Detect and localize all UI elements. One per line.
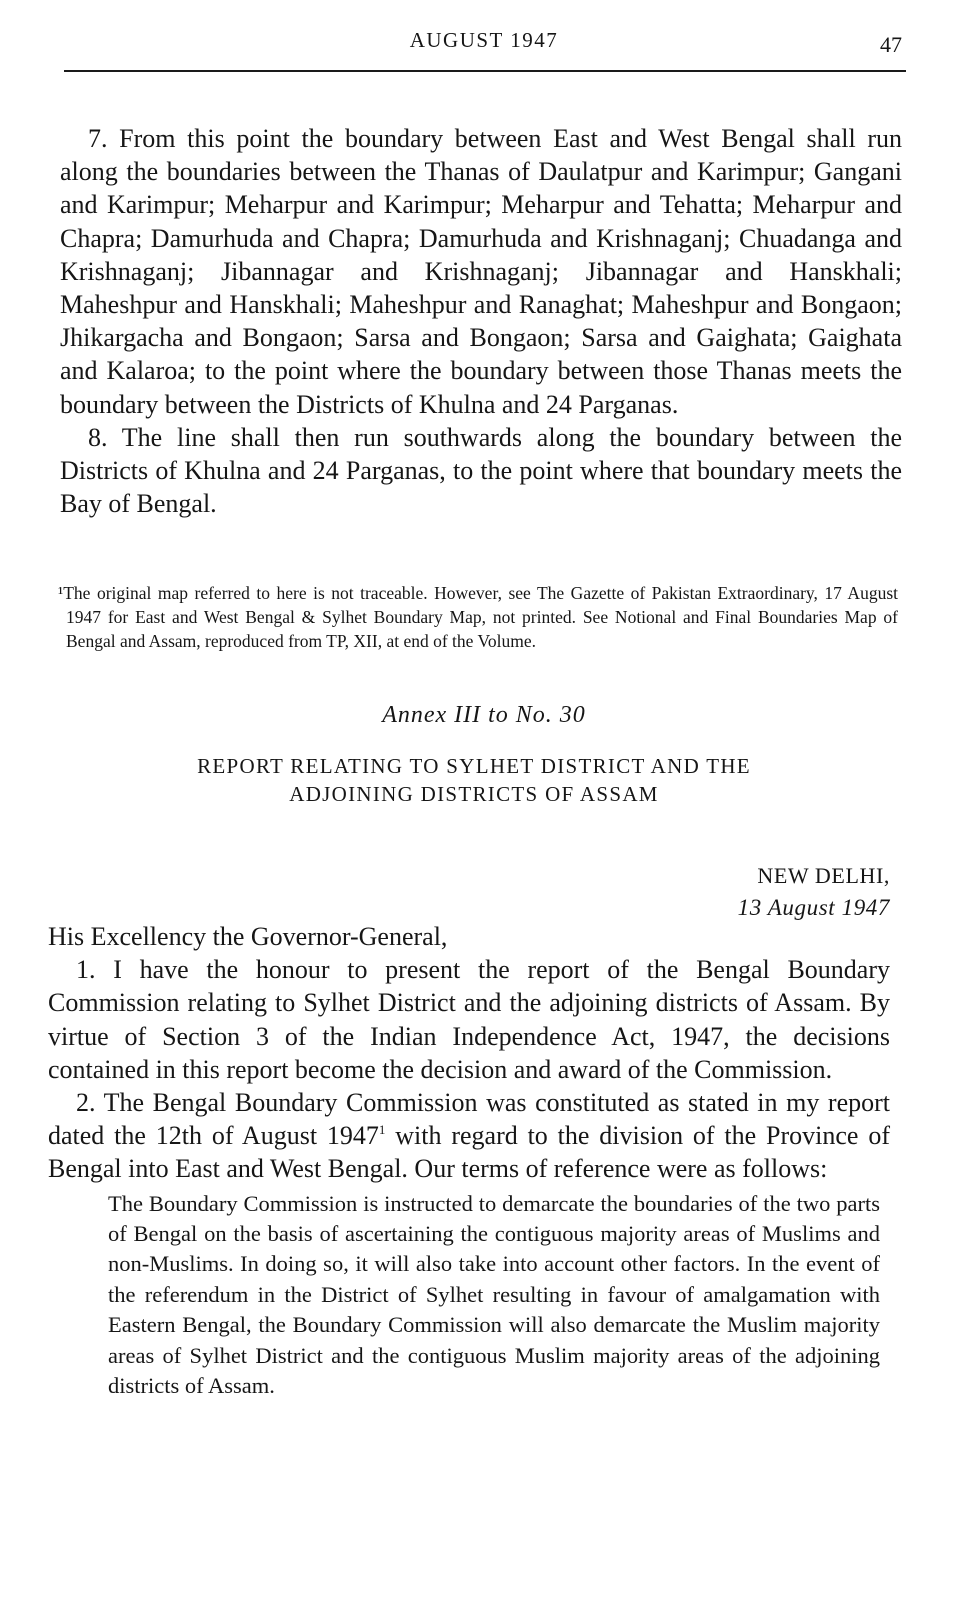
footnote-reference: 1 (378, 1122, 386, 1138)
annex-title: Annex III to No. 30 (382, 702, 586, 728)
running-head: AUGUST 1947 (409, 28, 559, 52)
terms-of-reference-quote: The Boundary Commission is instructed to demarcate the boundaries of the two parts of Bengal on the basis of ascertaining the contiguous majority areas of Muslims and non-Muslims. In doing so, it will also take into account other factors. In the event of the referendum in the District of Sylhet resulting in favour of amalgamation with Eastern Bengal, the Boundary Commission will also demarcate the Muslim majority areas of Sylhet District and the contiguous Muslim majority areas of the adjoining districts of Assam. (108, 1190, 880, 1399)
report-title (0, 752, 948, 808)
paragraph-2-text-end: with regard to the division of the Province of Bengal into East and West Bengal. Our terms of reference were as follows: (48, 1121, 890, 1184)
letter-body (48, 920, 890, 1401)
dateline (738, 860, 890, 924)
footnote (58, 582, 898, 653)
footnote-text: ¹The original map referred to here is not traceable. However, see The Gazette of Pakistan Extraordinary, 17 August 1947 for East and West Bengal & Sylhet Boundary Map, not printed. See Notional and Final Boundaries Map of Bengal and Assam, reproduced from TP, XII, at end of the Volume. (58, 583, 898, 651)
salutation: His Excellency the Governor-General, (48, 922, 448, 951)
paragraph-7: 7. From this point the boundary between East and West Bengal shall run along the boundaries between the Thanas of Daulatpur and Karimpur; Gangani and Karimpur; Meharpur and Karimpur; Meharpur and Tehatta; Meharpur and Chapra; Damurhuda and Chapra; Damurhuda and Krishnaganj; Chuadanga and Krishnaganj; Jibannagar and Krishnaganj; Jibannagar and Hanskhali; Maheshpur and Hanskhali; Maheshpur and Ranaghat; Maheshpur and Bongaon; Jhikargacha and Bongaon; Sarsa and Bongaon; Sarsa and Gaighata; Gaighata and Kalaroa; to the point where the boundary between those Thanas meets the boundary between the Districts of Khulna and 24 Parganas. (60, 124, 902, 419)
report-title-line-1: REPORT RELATING TO SYLHET DISTRICT AND THE (197, 754, 751, 778)
dateline-place: NEW DELHI, (757, 863, 890, 888)
paragraph-2-text-start: 2. The Bengal Boundary Commission was constituted as stated in my report dated the 12th of August 1947 (48, 1088, 890, 1151)
letter-paragraph-2 (48, 1086, 890, 1186)
report-title-line-2: ADJOINING DISTRICTS OF ASSAM (289, 782, 659, 806)
paragraph-8: 8. The line shall then run southwards along the boundary between the Districts of Khulna and 24 Parganas, to the point where that boundary meets the Bay of Bengal. (60, 422, 902, 519)
letter-paragraph-1: 1. I have the honour to present the report of the Bengal Boundary Commission relating to Sylhet District and the adjoining districts of Assam. By virtue of Section 3 of the Indian Independence Act, 1947, the decisions contained in this report become the decision and award of the Commission. (48, 955, 890, 1084)
boundary-description (60, 122, 902, 520)
dateline-date: 13 August 1947 (737, 895, 890, 920)
header-rule (64, 70, 906, 72)
page-number: 47 (880, 32, 902, 57)
